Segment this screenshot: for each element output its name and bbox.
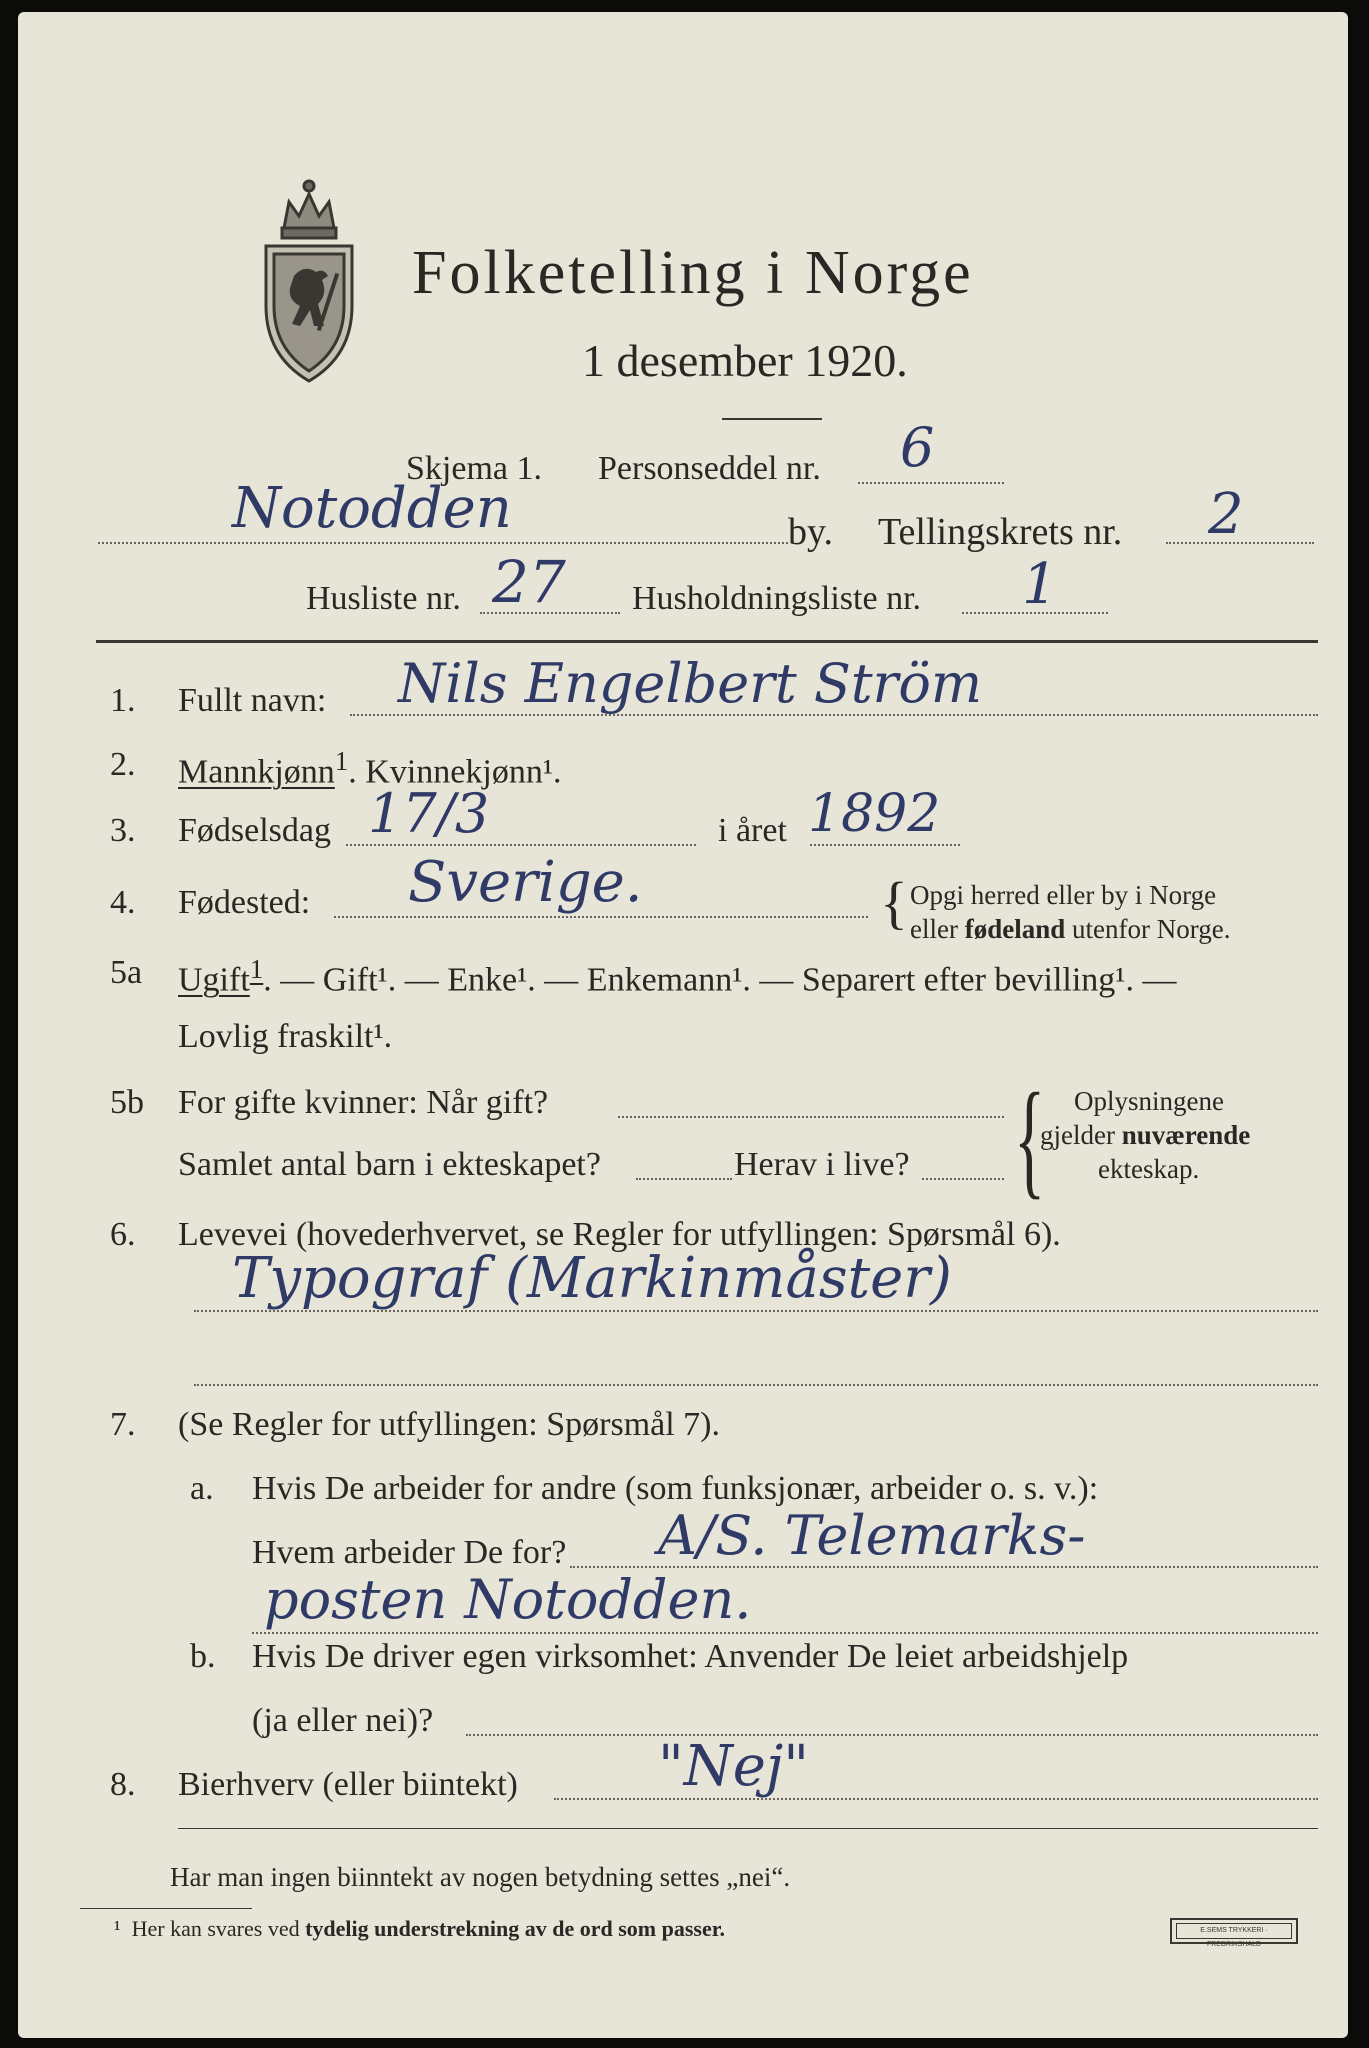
q5b-label-married: For gifte kvinner: Når gift? (178, 1084, 549, 1121)
q3-year-field-line (810, 844, 960, 846)
q7b-label2: (ja eller nei)? (252, 1702, 434, 1739)
q5b-note-line1: Oplysningene (1074, 1086, 1224, 1116)
coat-of-arms-icon (244, 176, 374, 386)
q5b-label-alive: Herav i live? (734, 1146, 910, 1183)
q4-note-eller: eller (910, 914, 958, 944)
q4-note-line2 (910, 914, 1230, 945)
q6-occupation-value[interactable]: Typograf (Markinmåster) (232, 1246, 952, 1311)
q1-number: 1. (110, 682, 136, 719)
q4-field-line (334, 916, 868, 918)
q7a-employer-value-2[interactable]: posten Notodden. (264, 1568, 752, 1631)
q7a-letter: a. (190, 1470, 214, 1507)
q5b-note-line2 (1040, 1120, 1250, 1151)
kvinnekjonn-option[interactable]: Kvinnekjønn (365, 753, 543, 791)
form-date: 1 desember 1920. (582, 335, 908, 386)
footnote-text-a: Her kan svares ved (131, 1916, 300, 1941)
skjema-label: Skjema 1. (406, 450, 542, 487)
q5b-married-field-line[interactable] (618, 1116, 1004, 1118)
header-rule (96, 640, 1318, 643)
q5a-line2[interactable]: Lovlig fraskilt¹. (178, 1018, 393, 1055)
q7-number: 7. (110, 1406, 136, 1443)
husliste-value[interactable]: 27 (492, 548, 566, 616)
q5b-note-brace: { (1014, 1067, 1046, 1211)
q4-birthplace-value[interactable]: Sverige. (408, 850, 643, 915)
q5b-note-nuvaerende: nuværende (1121, 1120, 1251, 1150)
q1-label: Fullt navn: (178, 682, 327, 719)
personseddel-label: Personseddel nr. (598, 450, 821, 487)
footnote (114, 1916, 725, 1942)
mannkjonn-period: . (348, 753, 357, 791)
footnote-ref: 1 (334, 746, 349, 776)
q3-year-value[interactable]: 1892 (808, 784, 941, 844)
census-form-sheet (18, 12, 1348, 2038)
printer-stamp (1170, 1918, 1298, 1948)
q5b-alive-field-line[interactable] (922, 1178, 1004, 1180)
q4-note-line1: Opgi herred eller by i Norge (910, 880, 1217, 910)
q5a-options: Ugift$^1$. — Gift¹. — Enke¹. — Enkemann¹. — Separert efter bevilling¹. — (178, 954, 1177, 999)
q4-note-utenfor: utenfor Norge. (1072, 914, 1231, 944)
tellingskrets-value[interactable]: 2 (1208, 482, 1244, 547)
q7a-employer-value-1[interactable]: A/S. Telemarks- (658, 1504, 1086, 1567)
husholdning-label: Husholdningsliste nr. (632, 580, 922, 617)
title-divider (722, 418, 822, 420)
q6-field-line-2[interactable] (194, 1384, 1318, 1386)
q5b-label-children: Samlet antal barn i ekteskapet? (178, 1146, 601, 1183)
q7b-field-line[interactable] (466, 1734, 1318, 1736)
q8-number: 8. (110, 1766, 136, 1803)
q5b-note-gjelder: gjelder (1040, 1120, 1115, 1150)
by-field-line (98, 542, 788, 544)
q2-number: 2. (110, 746, 136, 783)
q4-label: Fødested: (178, 884, 311, 921)
q7a-field-line-2 (252, 1632, 1318, 1634)
q7a-label: Hvis De arbeider for andre (som funksjonær, arbeider o. s. v.): (252, 1470, 1099, 1507)
q7b-label: Hvis De driver egen virksomhet: Anvender De leiet arbeidshjelp (252, 1638, 1129, 1675)
q8-label: Bierhverv (eller biintekt) (178, 1766, 518, 1803)
q7a-employer-label: Hvem arbeider De for? (252, 1534, 567, 1571)
q3-label: Fødselsdag (178, 812, 331, 849)
footnote-ref: 1 (249, 954, 264, 984)
tellingskrets-label: Tellingskrets nr. (878, 511, 1123, 553)
q8-biinntekt-value[interactable]: "Nej" (658, 1734, 810, 1799)
q3-number: 3. (110, 812, 136, 849)
q3-birthday-value[interactable]: 17/3 (368, 782, 490, 845)
q1-full-name-value[interactable]: Nils Engelbert Ström (398, 652, 983, 715)
q6-number: 6. (110, 1216, 136, 1253)
by-label: by. (788, 511, 834, 553)
mannkjonn-option[interactable]: Mannkjønn (178, 753, 335, 791)
q6-label: Levevei (hovederhvervet, se Regler for utfyllingen: Spørsmål 6). (178, 1216, 1061, 1253)
q5b-note-line3: ekteskap. (1098, 1154, 1200, 1184)
q5a-number: 5a (110, 954, 143, 991)
by-value[interactable]: Notodden (232, 476, 512, 541)
q4-note-brace: { (880, 870, 908, 935)
footnote-number: ¹ (114, 1916, 121, 1941)
q7b-letter: b. (190, 1638, 216, 1675)
printer-stamp-text: E.SEMS TRYKKERI · FREDRIKSHALD (1176, 1923, 1292, 1939)
q5a-other-options[interactable]: — Gift¹. — Enke¹. — Enkemann¹. — Separert efter bevilling¹. — (280, 961, 1177, 999)
q7-label: (Se Regler for utfyllingen: Spørsmål 7). (178, 1406, 721, 1443)
personseddel-value[interactable]: 6 (900, 416, 935, 479)
footnote-text-b: tydelig understrekning av de ord som passer. (305, 1916, 725, 1941)
q4-number: 4. (110, 884, 136, 921)
footnote-rule (80, 1908, 252, 1909)
personseddel-field-line (858, 482, 1004, 484)
q4-note-fodeland: fødeland (964, 914, 1066, 944)
q5b-children-field-line[interactable] (636, 1178, 732, 1180)
form-title: Folketelling i Norge (412, 239, 974, 307)
q3-year-label: i året (718, 812, 787, 849)
husliste-label: Husliste nr. (306, 580, 461, 617)
kvinnekjonn-suffix: ¹. (542, 753, 562, 791)
biinntekt-note: Har man ingen biinntekt av nogen betydning settes „nei“. (170, 1862, 791, 1892)
husholdning-value[interactable]: 1 (1022, 552, 1058, 617)
q8-end-rule (178, 1828, 1318, 1829)
ugift-option[interactable]: Ugift (178, 961, 250, 999)
q5b-number: 5b (110, 1084, 144, 1121)
